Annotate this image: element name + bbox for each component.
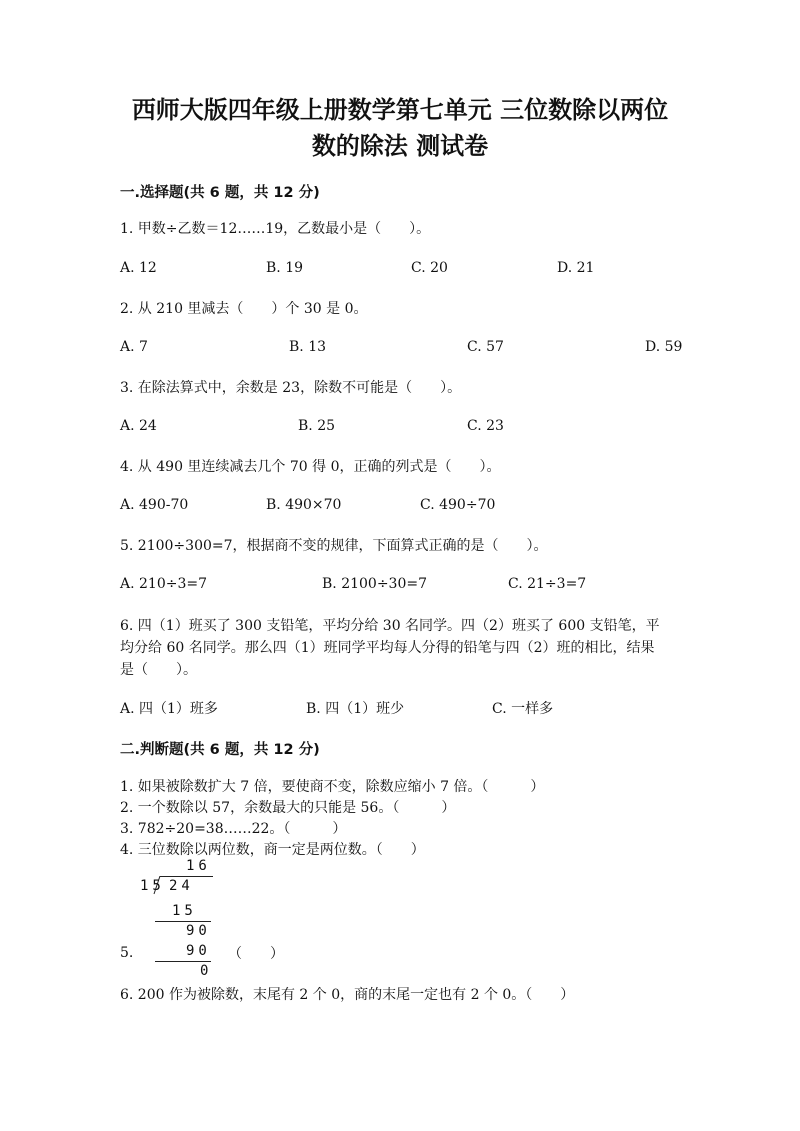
q5-option-b: B. 2100÷30=7 — [322, 576, 427, 592]
ld-row-4: 0 — [200, 963, 213, 979]
page-title — [60, 92, 740, 164]
question-6: 6. 四（1）班买了 300 支铅笔，平均分给 30 名同学。四（2）班买了 600 支铅笔，平均分给 60 名同学。那么四（1）班同学平均每人分得的铅笔与四（2）班的相比，结果是（ ）。 — [120, 618, 660, 678]
ld-bracket-top — [160, 876, 213, 877]
q2-option-c: C. 57 — [467, 339, 504, 355]
q3-option-a: A. 24 — [120, 418, 157, 434]
ld-line-2 — [155, 961, 211, 962]
q6-option-c: C. 一样多 — [492, 701, 554, 717]
q2-option-d: D. 59 — [645, 339, 683, 355]
tf-item-3: 3. 782÷20=38……22。（ ） — [120, 821, 347, 837]
ld-line-1 — [155, 921, 211, 922]
section-heading-choice: 一.选择题(共 6 题，共 12 分) — [120, 185, 320, 201]
title-line-1: 西师大版四年级上册数学第七单元 三位数除以两位 — [131, 96, 669, 124]
ld-row-2: 90 — [186, 923, 211, 939]
q1-option-c: C. 20 — [411, 260, 448, 276]
q6-option-b: B. 四（1）班少 — [306, 701, 405, 717]
question-3: 3. 在除法算式中，余数是 23，除数不可能是（ ）。 — [120, 380, 462, 396]
q6-option-a: A. 四（1）班多 — [120, 701, 218, 717]
tf-item-1: 1. 如果被除数扩大 7 倍，要使商不变，除数应缩小 7 倍。（ ） — [120, 779, 545, 795]
question-5: 5. 2100÷300=7，根据商不变的规律，下面算式正确的是（ ）。 — [120, 538, 548, 554]
tf-item-6: 6. 200 作为被除数，末尾有 2 个 0，商的末尾一定也有 2 个 0。（ ） — [120, 987, 575, 1003]
ld-quotient: 16 — [186, 858, 211, 874]
q2-option-b: B. 13 — [289, 339, 327, 355]
q1-option-b: B. 19 — [266, 260, 304, 276]
q4-option-a: A. 490-70 — [120, 497, 189, 513]
ld-dividend: 24 — [169, 878, 194, 894]
ld-row-1: 15 — [172, 903, 197, 919]
q1-option-a: A. 12 — [120, 260, 157, 276]
ld-divisor: 15 — [140, 878, 165, 894]
tf-item-5-bracket: （ ） — [228, 946, 284, 962]
tf-item-2: 2. 一个数除以 57，余数最大的只能是 56。（ ） — [120, 800, 456, 816]
q5-option-c: C. 21÷3=7 — [508, 576, 587, 592]
q4-option-c: C. 490÷70 — [420, 497, 496, 513]
question-2: 2. 从 210 里减去（ ）个 30 是 0。 — [120, 301, 368, 317]
title-line-2: 数的除法 测试卷 — [311, 132, 489, 160]
q3-option-b: B. 25 — [298, 418, 336, 434]
ld-row-3: 90 — [186, 943, 211, 959]
q2-option-a: A. 7 — [120, 339, 148, 355]
tf-item-5: 5. — [120, 945, 134, 961]
q4-option-b: B. 490×70 — [266, 497, 342, 513]
question-1: 1. 甲数÷乙数＝12……19，乙数最小是（ ）。 — [120, 221, 431, 237]
question-4: 4. 从 490 里连续减去几个 70 得 0，正确的列式是（ ）。 — [120, 459, 501, 475]
section-heading-true-false: 二.判断题(共 6 题，共 12 分) — [120, 742, 320, 758]
q3-option-c: C. 23 — [467, 418, 504, 434]
tf-item-4: 4. 三位数除以两位数，商一定是两位数。（ ） — [120, 842, 425, 858]
q5-option-a: A. 210÷3=7 — [120, 576, 208, 592]
q1-option-d: D. 21 — [557, 260, 595, 276]
